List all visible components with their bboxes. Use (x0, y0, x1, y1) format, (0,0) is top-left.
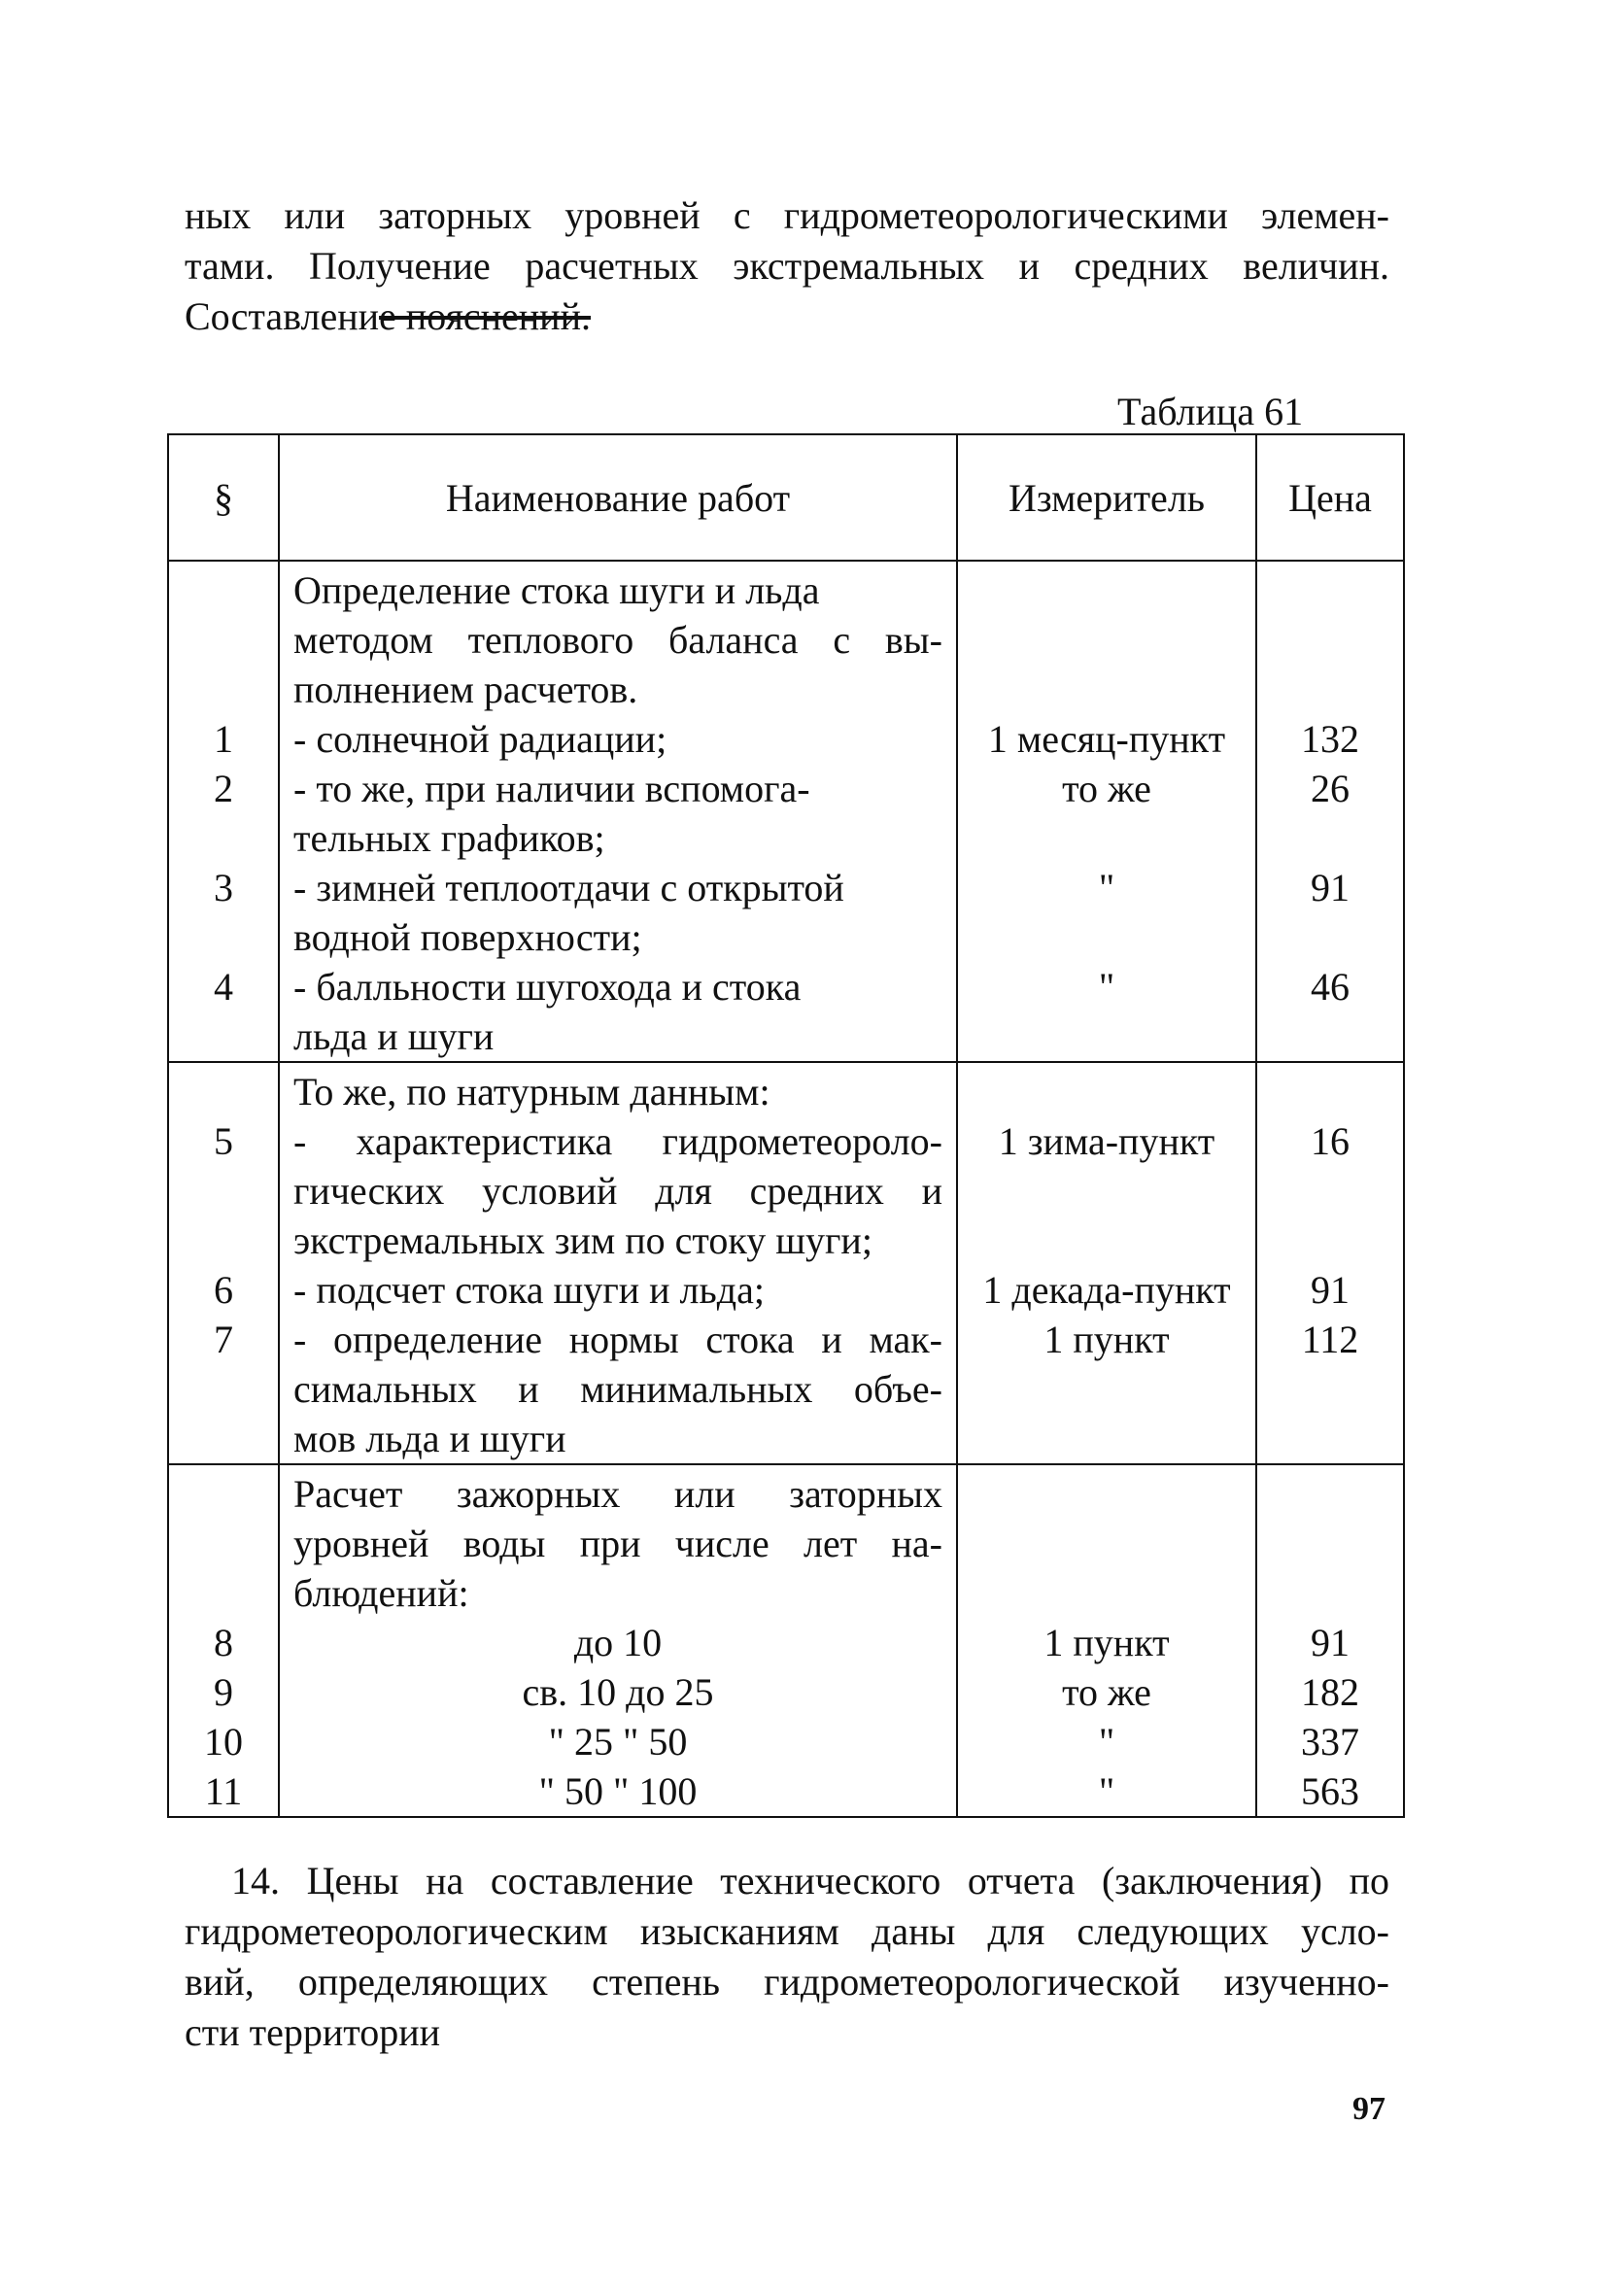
table-row (168, 561, 1404, 1062)
unit-value (958, 1067, 1255, 1116)
outro-line-3: вий, определяющих степень гидрометеорологической изученно- (185, 1960, 1389, 2004)
work-name-line: водной поверхности; (293, 915, 642, 959)
unit-value: " (1098, 866, 1115, 909)
work-name-line: - подсчет стока шуги и льда; (293, 1268, 765, 1312)
intro-line-2: тами. Получение расчетных экстремальных и средних величин. (185, 244, 1389, 288)
section-number (169, 912, 278, 962)
section-number (169, 1364, 278, 1414)
unit-value (958, 1216, 1255, 1265)
section-number (169, 1568, 278, 1618)
price-value: 91 (1311, 866, 1350, 909)
section-number: 4 (214, 965, 233, 1009)
unit-value (958, 912, 1255, 962)
header-price: Цена (1256, 434, 1404, 561)
price-value (1257, 1364, 1403, 1414)
unit-value (958, 1469, 1255, 1519)
price-value (1257, 912, 1403, 962)
work-name-line: Определение стока шуги и льда (293, 568, 820, 612)
outro-line-1: 14. Цены на составление технического отчета (заключения) по (231, 1859, 1389, 1902)
price-value: 132 (1301, 717, 1359, 761)
price-value: 91 (1311, 1268, 1350, 1312)
unit-value: " (1098, 1720, 1115, 1764)
unit-value (958, 1414, 1255, 1463)
work-name-line: экстремальных зим по стоку шуги; (293, 1218, 872, 1262)
section-number: 7 (214, 1318, 233, 1361)
unit-value: " (1098, 965, 1115, 1009)
unit-value (958, 1166, 1255, 1216)
work-name-line: То же, по натурным данным: (293, 1070, 770, 1114)
unit-value: то же (1062, 767, 1151, 810)
unit-value (958, 565, 1255, 615)
price-value (1257, 1011, 1403, 1061)
header-work-name: Наименование работ (279, 434, 957, 561)
price-value: 91 (1311, 1621, 1350, 1664)
work-name-line: " 25 " 50 (548, 1720, 688, 1764)
work-name-line: мов льда и шуги (293, 1417, 566, 1460)
section-number (169, 1067, 278, 1116)
work-name-line: Расчет зажорных или заторных (293, 1472, 942, 1516)
section-number: 9 (214, 1670, 233, 1714)
work-name-line: уровней воды при числе лет на- (293, 1522, 942, 1565)
work-name-line: - характеристика гидрометеороло- (293, 1119, 942, 1163)
work-name-line: св. 10 до 25 (522, 1670, 714, 1714)
unit-value: " (1098, 1769, 1115, 1813)
section-number: 5 (214, 1119, 233, 1163)
work-name-line: - то же, при наличии вспомога- (293, 767, 810, 810)
price-value (1257, 565, 1403, 615)
outro-line-2: гидрометеорологическим изысканиям даны для следующих усло- (185, 1909, 1389, 1953)
unit-value: то же (1062, 1670, 1151, 1714)
price-value (1257, 1519, 1403, 1568)
price-value: 26 (1311, 767, 1350, 810)
intro-line-1: ных или заторных уровней с гидрометеорологическими элемен- (185, 193, 1389, 237)
price-value: 337 (1301, 1720, 1359, 1764)
price-value (1257, 1166, 1403, 1216)
price-value (1257, 1414, 1403, 1463)
work-name-line: до 10 (573, 1621, 663, 1664)
price-value (1257, 1216, 1403, 1265)
table-row (168, 1464, 1404, 1817)
section-number: 1 (214, 717, 233, 761)
work-name-line: льда и шуги (293, 1014, 495, 1058)
unit-value: 1 декада-пункт (982, 1268, 1231, 1312)
unit-value: 1 зима-пункт (998, 1119, 1215, 1163)
price-value: 46 (1311, 965, 1350, 1009)
work-name-line: - солнечной радиации; (293, 717, 667, 761)
unit-value (958, 813, 1255, 863)
unit-value: 1 пункт (1043, 1318, 1170, 1361)
section-number (169, 1414, 278, 1463)
price-value (1257, 1067, 1403, 1116)
section-number: 11 (204, 1769, 243, 1813)
table-row (168, 1062, 1404, 1464)
table-header-row (168, 434, 1404, 561)
section-number (169, 615, 278, 665)
unit-value (958, 1519, 1255, 1568)
section-number: 8 (214, 1621, 233, 1664)
unit-value (958, 1568, 1255, 1618)
unit-value (958, 665, 1255, 714)
unit-value (958, 1011, 1255, 1061)
section-number: 6 (214, 1268, 233, 1312)
price-value: 182 (1301, 1670, 1359, 1714)
price-table (167, 433, 1405, 1818)
unit-value: 1 месяц-пункт (987, 717, 1226, 761)
section-number (169, 1216, 278, 1265)
section-number: 2 (214, 767, 233, 810)
section-number (169, 1166, 278, 1216)
table-caption: Таблица 61 (1117, 390, 1304, 433)
work-name-line: - зимней теплоотдачи с открытой (293, 866, 844, 909)
price-value: 112 (1301, 1318, 1359, 1361)
work-name-line: методом теплового баланса с вы- (293, 618, 942, 662)
unit-value: 1 пункт (1043, 1621, 1170, 1664)
work-name-line: гических условий для средних и (293, 1169, 942, 1213)
section-number: 3 (214, 866, 233, 909)
price-value: 16 (1311, 1119, 1350, 1163)
section-number: 10 (204, 1720, 243, 1764)
price-value (1257, 1568, 1403, 1618)
outro-paragraph (185, 1856, 1389, 2058)
work-name-line: блюдений: (293, 1571, 469, 1615)
struck-text: е пояснений. (379, 294, 591, 338)
unit-value (958, 1364, 1255, 1414)
section-number (169, 813, 278, 863)
work-name-line: полнением расчетов. (293, 668, 638, 711)
work-name-line: " 50 " 100 (538, 1769, 698, 1813)
work-name-line: - определение нормы стока и мак- (293, 1318, 942, 1361)
work-name-line: тельных графиков; (293, 816, 605, 860)
intro-line-3-text: Составлени (185, 294, 380, 338)
outro-line-4: сти территории (185, 2010, 441, 2054)
intro-line-3 (185, 291, 1389, 342)
section-number (169, 665, 278, 714)
price-value (1257, 1469, 1403, 1519)
intro-paragraph (185, 190, 1389, 342)
work-name-line: - балльности шугохода и стока (293, 965, 802, 1009)
price-value (1257, 813, 1403, 863)
work-name-line: симальных и минимальных объе- (293, 1367, 942, 1411)
section-number (169, 1519, 278, 1568)
price-value (1257, 615, 1403, 665)
section-number (169, 1011, 278, 1061)
unit-value (958, 615, 1255, 665)
header-unit: Измеритель (957, 434, 1256, 561)
section-number (169, 565, 278, 615)
section-number (169, 1469, 278, 1519)
price-value: 563 (1301, 1769, 1359, 1813)
page-number: 97 (1352, 2091, 1385, 2127)
header-section: § (168, 434, 279, 561)
price-value (1257, 665, 1403, 714)
